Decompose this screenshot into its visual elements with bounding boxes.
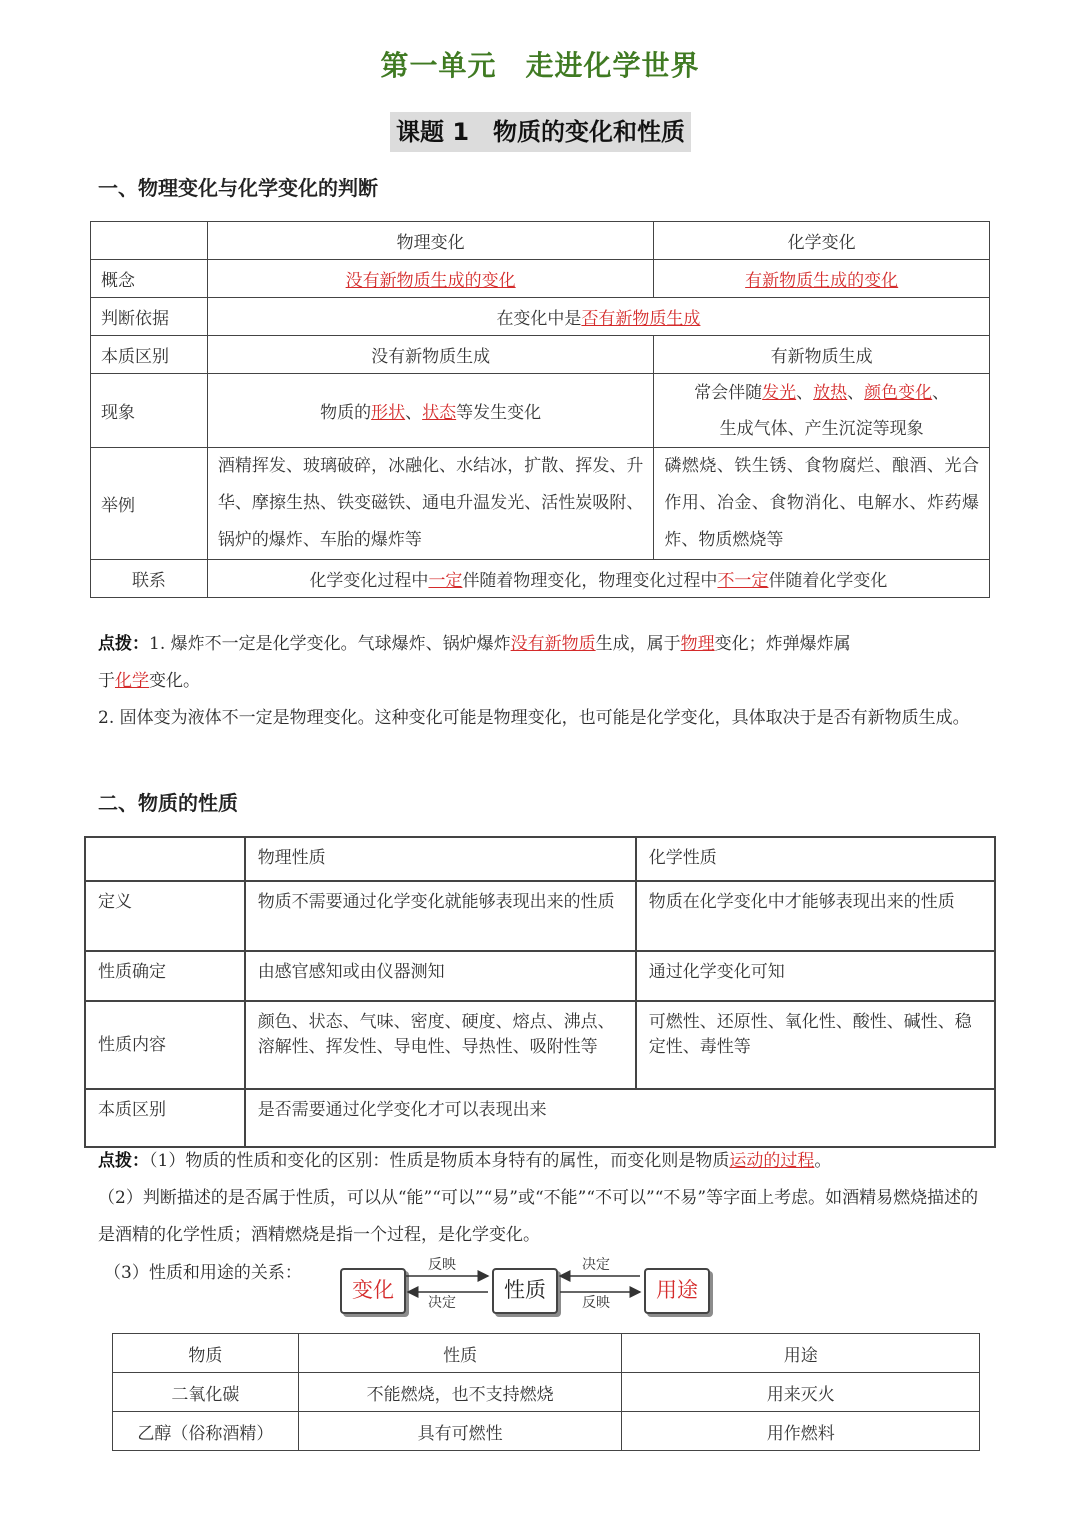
row-label-confirm: 性质确定 <box>85 951 245 1001</box>
tip-judge-property: （2）判断描述的是否属于性质，可以从“能”“可以”“易”或“不能”“不可以”“不易”等字面上考虑。如酒精易燃烧描述的是酒精的化学性质；酒精燃烧是指一个过程，是化学变化。 <box>98 1188 979 1245</box>
section2-heading: 二、物质的性质 <box>98 791 238 815</box>
section1-heading: 一、物理变化与化学变化的判断 <box>98 176 378 200</box>
table-cell-empty <box>85 837 245 881</box>
substance-table <box>112 1333 980 1451</box>
confirm-chemical: 通过化学变化可知 <box>636 951 995 1001</box>
cell-property: 具有可燃性 <box>298 1412 622 1451</box>
section1-tips <box>98 626 984 737</box>
essence-physical: 没有新物质生成 <box>207 336 653 374</box>
concept-chemical: 有新物质生成的变化 <box>745 271 899 291</box>
section2-tips <box>98 1143 984 1254</box>
col-header-chemical-property: 化学性质 <box>636 837 995 881</box>
col-header-substance: 物质 <box>113 1334 299 1373</box>
phenomenon-physical: 物质的形状、状态等发生变化 <box>207 374 653 448</box>
essence-property-text: 是否需要通过化学变化才可以表现出来 <box>245 1089 995 1147</box>
examples-physical: 酒精挥发、玻璃破碎，冰融化、水结冰，扩散、挥发、升华、摩擦生热、铁变磁铁、通电升温发光、活性炭吸附、锅炉的爆炸、车胎的爆炸等 <box>207 448 653 560</box>
table-row <box>113 1412 980 1451</box>
row-label-phenomenon: 现象 <box>91 374 208 448</box>
definition-physical: 物质不需要通过化学变化就能够表现出来的性质 <box>245 881 636 951</box>
definition-chemical: 物质在化学变化中才能够表现出来的性质 <box>636 881 995 951</box>
box-change: 变化 <box>340 1268 406 1314</box>
tip1: 点拨：1. 爆炸不一定是化学变化。气球爆炸、锅炉爆炸没有新物质生成，属于物理变化；炸弹爆炸属 于化学变化。 <box>98 634 851 691</box>
basis-text: 在变化中是否有新物质生成 <box>207 298 989 336</box>
col-header-chemical-change: 化学变化 <box>654 222 990 260</box>
label-decide-2: 决定 <box>582 1257 610 1273</box>
cell-substance: 乙醇（俗称酒精） <box>113 1412 299 1451</box>
concept-physical: 没有新物质生成的变化 <box>345 271 516 291</box>
cell-substance: 二氧化碳 <box>113 1373 299 1412</box>
row-label-definition: 定义 <box>85 881 245 951</box>
confirm-physical: 由感官感知或由仪器测知 <box>245 951 636 1001</box>
cell-use: 用作燃料 <box>622 1412 980 1451</box>
property-table <box>84 836 996 1148</box>
row-label-essence: 本质区别 <box>91 336 208 374</box>
cell-property: 不能燃烧，也不支持燃烧 <box>298 1373 622 1412</box>
col-header-property: 性质 <box>298 1334 622 1373</box>
content-physical: 颜色、状态、气味、密度、硬度、熔点、沸点、溶解性、挥发性、导电性、导热性、吸附性等 <box>245 1001 636 1089</box>
row-label-examples: 举例 <box>91 448 208 560</box>
col-header-physical-property: 物理性质 <box>245 837 636 881</box>
row-label-essence-property: 本质区别 <box>85 1089 245 1147</box>
col-header-use: 用途 <box>622 1334 980 1373</box>
row-label-basis: 判断依据 <box>91 298 208 336</box>
table-cell-empty <box>91 222 208 260</box>
cell-use: 用来灭火 <box>622 1373 980 1412</box>
row-label-concept: 概念 <box>91 260 208 298</box>
tip-property-change: 点拨：（1）物质的性质和变化的区别：性质是物质本身特有的属性，而变化则是物质运动的过程。 <box>98 1151 832 1171</box>
row-label-content: 性质内容 <box>85 1001 245 1089</box>
phenomenon-chemical: 常会伴随发光、放热、颜色变化、 生成气体、产生沉淀等现象 <box>654 374 990 448</box>
box-property: 性质 <box>492 1268 558 1314</box>
content-chemical: 可燃性、还原性、氧化性、酸性、碱性、稳定性、毒性等 <box>636 1001 995 1089</box>
tip2: 2. 固体变为液体不一定是物理变化。这种变化可能是物理变化，也可能是化学变化，具体取决于是否有新物质生成。 <box>98 708 970 728</box>
unit-title: 第一单元 走进化学世界 <box>380 49 700 82</box>
examples-chemical: 磷燃烧、铁生锈、食物腐烂、酿酒、光合作用、冶金、食物消化、电解水、炸药爆炸、物质燃烧等 <box>654 448 990 560</box>
change-comparison-table <box>90 221 990 598</box>
lesson-title: 课题 1 物质的变化和性质 <box>390 112 691 152</box>
label-decide-1: 决定 <box>428 1295 456 1311</box>
box-use: 用途 <box>644 1268 710 1314</box>
essence-chemical: 有新物质生成 <box>654 336 990 374</box>
row-label-link: 联系 <box>91 560 208 598</box>
label-reflect-2: 反映 <box>582 1295 610 1311</box>
label-reflect-1: 反映 <box>428 1257 456 1273</box>
link-text: 化学变化过程中一定伴随着物理变化，物理变化过程中不一定伴随着化学变化 <box>207 560 989 598</box>
table-row <box>113 1373 980 1412</box>
col-header-physical-change: 物理变化 <box>207 222 653 260</box>
tip-relation: （3）性质和用途的关系： <box>104 1263 302 1283</box>
